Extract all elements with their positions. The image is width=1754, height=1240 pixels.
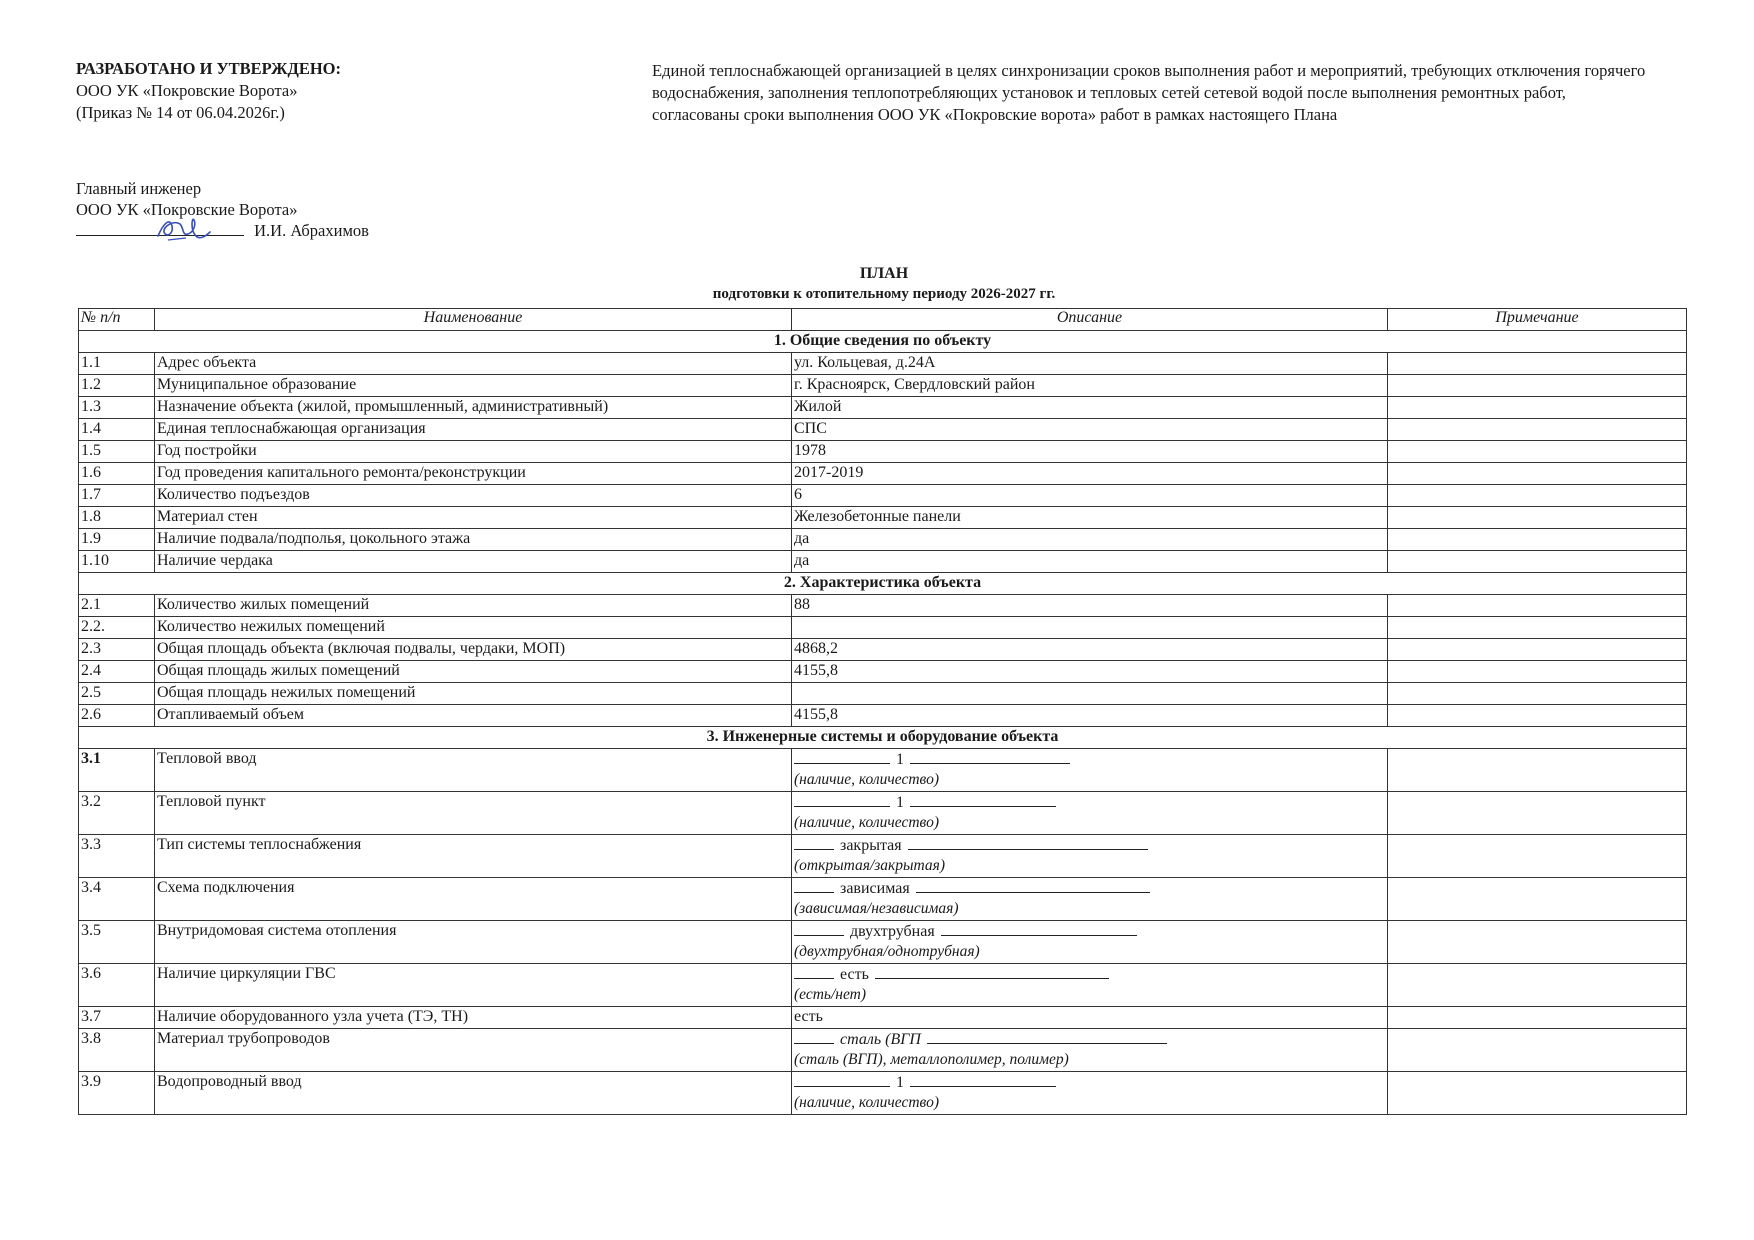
row-description: 4155,8 bbox=[792, 661, 1388, 683]
row-number: 1.3 bbox=[79, 397, 155, 419]
table-row bbox=[79, 441, 1687, 463]
table-header-row bbox=[79, 309, 1687, 331]
row-number: 2.4 bbox=[79, 661, 155, 683]
row-note bbox=[1388, 375, 1687, 397]
field-hint: (наличие, количество) bbox=[794, 814, 939, 831]
row-description bbox=[792, 878, 1388, 921]
row-description bbox=[792, 1072, 1388, 1115]
signer-block bbox=[76, 178, 369, 241]
underline bbox=[916, 879, 1150, 893]
row-number: 3.3 bbox=[79, 835, 155, 878]
underline bbox=[794, 922, 844, 936]
row-number: 3.2 bbox=[79, 792, 155, 835]
table-row bbox=[79, 463, 1687, 485]
row-number: 3.1 bbox=[79, 749, 155, 792]
field-value-line bbox=[794, 1073, 1385, 1094]
underline bbox=[941, 922, 1137, 936]
underline bbox=[794, 965, 834, 979]
row-note bbox=[1388, 792, 1687, 835]
row-description: ул. Кольцевая, д.24А bbox=[792, 353, 1388, 375]
row-description: г. Красноярск, Свердловский район bbox=[792, 375, 1388, 397]
underline bbox=[910, 793, 1056, 807]
field-hint: (наличие, количество) bbox=[794, 771, 939, 788]
section-header bbox=[79, 727, 1687, 749]
row-number: 1.9 bbox=[79, 529, 155, 551]
row-name: Общая площадь нежилых помещений bbox=[155, 683, 792, 705]
row-name: Наличие циркуляции ГВС bbox=[155, 964, 792, 1007]
row-number: 3.4 bbox=[79, 878, 155, 921]
row-description: Железобетонные панели bbox=[792, 507, 1388, 529]
table-row bbox=[79, 921, 1687, 964]
row-name: Водопроводный ввод bbox=[155, 1072, 792, 1115]
row-name: Наличие чердака bbox=[155, 551, 792, 573]
row-description bbox=[792, 749, 1388, 792]
signer-position: Главный инженер bbox=[76, 179, 202, 198]
row-name: Количество нежилых помещений bbox=[155, 617, 792, 639]
row-note bbox=[1388, 507, 1687, 529]
row-description: 4155,8 bbox=[792, 705, 1388, 727]
row-number: 1.8 bbox=[79, 507, 155, 529]
underline bbox=[910, 750, 1070, 764]
underline bbox=[794, 793, 890, 807]
row-name: Тепловой пункт bbox=[155, 792, 792, 835]
field-hint: (зависимая/независимая) bbox=[794, 900, 959, 917]
underline bbox=[794, 879, 834, 893]
row-number: 1.6 bbox=[79, 463, 155, 485]
row-number: 1.10 bbox=[79, 551, 155, 573]
row-number: 2.5 bbox=[79, 683, 155, 705]
row-note bbox=[1388, 878, 1687, 921]
row-note bbox=[1388, 921, 1687, 964]
field-value: зависимая bbox=[840, 880, 910, 897]
row-number: 2.3 bbox=[79, 639, 155, 661]
row-number: 1.2 bbox=[79, 375, 155, 397]
row-name: Материал трубопроводов bbox=[155, 1029, 792, 1072]
signature-line bbox=[76, 220, 369, 241]
row-description: Жилой bbox=[792, 397, 1388, 419]
underline bbox=[927, 1030, 1167, 1044]
table-row bbox=[79, 661, 1687, 683]
row-description: да bbox=[792, 551, 1388, 573]
field-value-line bbox=[794, 922, 1385, 943]
field-value-line bbox=[794, 836, 1385, 857]
field-hint: (двухтрубная/однотрубная) bbox=[794, 943, 980, 960]
underline bbox=[794, 750, 890, 764]
approval-order: (Приказ № 14 от 06.04.2026г.) bbox=[76, 103, 285, 122]
field-value: сталь (ВГП bbox=[840, 1031, 921, 1048]
approval-heading: РАЗРАБОТАНО И УТВЕРЖДЕНО: bbox=[76, 59, 342, 78]
table-row bbox=[79, 878, 1687, 921]
row-note bbox=[1388, 353, 1687, 375]
row-name: Муниципальное образование bbox=[155, 375, 792, 397]
signer-name: И.И. Абрахимов bbox=[254, 221, 369, 240]
row-number: 3.7 bbox=[79, 1007, 155, 1029]
row-number: 1.4 bbox=[79, 419, 155, 441]
row-note bbox=[1388, 1072, 1687, 1115]
row-note bbox=[1388, 551, 1687, 573]
row-note bbox=[1388, 749, 1687, 792]
underline bbox=[794, 1030, 834, 1044]
row-note bbox=[1388, 705, 1687, 727]
field-value: 1 bbox=[896, 794, 904, 811]
row-note bbox=[1388, 397, 1687, 419]
row-description: 4868,2 bbox=[792, 639, 1388, 661]
field-value-line bbox=[794, 1030, 1385, 1051]
row-number: 3.9 bbox=[79, 1072, 155, 1115]
section-header bbox=[79, 573, 1687, 595]
section-title: 1. Общие сведения по объекту bbox=[79, 331, 1687, 353]
header-name: Наименование bbox=[155, 309, 792, 331]
row-name: Общая площадь объекта (включая подвалы, чердаки, МОП) bbox=[155, 639, 792, 661]
table-row bbox=[79, 595, 1687, 617]
approval-block bbox=[76, 58, 341, 124]
row-name: Наличие подвала/подполья, цокольного этажа bbox=[155, 529, 792, 551]
row-note bbox=[1388, 419, 1687, 441]
row-name: Тепловой ввод bbox=[155, 749, 792, 792]
field-value: 1 bbox=[896, 751, 904, 768]
row-name: Год постройки bbox=[155, 441, 792, 463]
row-description: 2017-2019 bbox=[792, 463, 1388, 485]
row-number: 3.5 bbox=[79, 921, 155, 964]
row-note bbox=[1388, 441, 1687, 463]
field-hint: (открытая/закрытая) bbox=[794, 857, 946, 874]
header-desc: Описание bbox=[792, 309, 1388, 331]
row-description: есть bbox=[792, 1007, 1388, 1029]
plan-table bbox=[78, 308, 1687, 1115]
row-description bbox=[792, 1029, 1388, 1072]
underline bbox=[794, 836, 834, 850]
table-row bbox=[79, 485, 1687, 507]
header-num: № п/п bbox=[79, 309, 155, 331]
table-row bbox=[79, 1072, 1687, 1115]
row-number: 2.1 bbox=[79, 595, 155, 617]
underline bbox=[794, 1073, 890, 1087]
row-name: Общая площадь жилых помещений bbox=[155, 661, 792, 683]
field-hint: (наличие, количество) bbox=[794, 1094, 939, 1111]
field-value: 1 bbox=[896, 1074, 904, 1091]
row-name: Отапливаемый объем bbox=[155, 705, 792, 727]
row-description bbox=[792, 683, 1388, 705]
row-name: Адрес объекта bbox=[155, 353, 792, 375]
table-row bbox=[79, 1029, 1687, 1072]
row-note bbox=[1388, 1029, 1687, 1072]
plan-table-body bbox=[79, 331, 1687, 1115]
row-number: 1.7 bbox=[79, 485, 155, 507]
table-row bbox=[79, 792, 1687, 835]
signature-mark bbox=[154, 214, 214, 244]
row-name: Материал стен bbox=[155, 507, 792, 529]
agreement-text: Единой теплоснабжающей организацией в целях синхронизации сроков выполнения работ и мероприятий, требующих отключения горячего водоснабжения, заполнения теплопотребляющих установок и тепловых сетей сетевой водой после выполнения ремонтных работ, согласованы сроки выполнения ООО УК «Покровские ворота» работ в рамках настоящего Плана bbox=[652, 61, 1646, 124]
row-description: 1978 bbox=[792, 441, 1388, 463]
row-name: Количество жилых помещений bbox=[155, 595, 792, 617]
field-hint: (есть/нет) bbox=[794, 986, 866, 1003]
table-row bbox=[79, 617, 1687, 639]
row-name: Единая теплоснабжающая организация bbox=[155, 419, 792, 441]
plan-title: ПЛАН bbox=[859, 265, 909, 282]
row-name: Тип системы теплоснабжения bbox=[155, 835, 792, 878]
table-row bbox=[79, 551, 1687, 573]
table-row bbox=[79, 639, 1687, 661]
row-number: 2.2. bbox=[79, 617, 155, 639]
field-value: есть bbox=[840, 966, 869, 983]
field-value-line bbox=[794, 879, 1385, 900]
field-value-line bbox=[794, 750, 1385, 771]
row-description bbox=[792, 964, 1388, 1007]
row-name: Схема подключения bbox=[155, 878, 792, 921]
row-note bbox=[1388, 1007, 1687, 1029]
row-description: да bbox=[792, 529, 1388, 551]
row-name: Наличие оборудованного узла учета (ТЭ, ТН) bbox=[155, 1007, 792, 1029]
table-row bbox=[79, 749, 1687, 792]
field-hint: (сталь (ВГП), металлополимер, полимер) bbox=[794, 1051, 1069, 1068]
approval-org: ООО УК «Покровские Ворота» bbox=[76, 81, 298, 100]
table-row bbox=[79, 964, 1687, 1007]
row-name: Назначение объекта (жилой, промышленный, административный) bbox=[155, 397, 792, 419]
row-description bbox=[792, 792, 1388, 835]
plan-subtitle: подготовки к отопительному периоду 2026-2027 гг. bbox=[712, 286, 1056, 302]
table-row bbox=[79, 529, 1687, 551]
row-note bbox=[1388, 529, 1687, 551]
row-description bbox=[792, 921, 1388, 964]
field-value: закрытая bbox=[840, 837, 902, 854]
section-title: 3. Инженерные системы и оборудование объекта bbox=[79, 727, 1687, 749]
row-description: 6 bbox=[792, 485, 1388, 507]
underline bbox=[875, 965, 1109, 979]
row-note bbox=[1388, 683, 1687, 705]
row-note bbox=[1388, 617, 1687, 639]
row-description bbox=[792, 617, 1388, 639]
table-row bbox=[79, 353, 1687, 375]
signer-org: ООО УК «Покровские Ворота» bbox=[76, 200, 298, 219]
section-header bbox=[79, 331, 1687, 353]
field-value-line bbox=[794, 965, 1385, 986]
field-value-line bbox=[794, 793, 1385, 814]
table-row bbox=[79, 419, 1687, 441]
row-number: 1.5 bbox=[79, 441, 155, 463]
table-row bbox=[79, 683, 1687, 705]
row-number: 3.8 bbox=[79, 1029, 155, 1072]
field-value: двухтрубная bbox=[850, 923, 935, 940]
row-number: 2.6 bbox=[79, 705, 155, 727]
row-number: 1.1 bbox=[79, 353, 155, 375]
row-note bbox=[1388, 661, 1687, 683]
row-note bbox=[1388, 835, 1687, 878]
header-note: Примечание bbox=[1388, 309, 1687, 331]
underline bbox=[908, 836, 1148, 850]
row-number: 3.6 bbox=[79, 964, 155, 1007]
row-note bbox=[1388, 485, 1687, 507]
row-name: Внутридомовая система отопления bbox=[155, 921, 792, 964]
row-name: Количество подъездов bbox=[155, 485, 792, 507]
table-row bbox=[79, 705, 1687, 727]
table-row bbox=[79, 397, 1687, 419]
row-note bbox=[1388, 463, 1687, 485]
row-name: Год проведения капитального ремонта/реконструкции bbox=[155, 463, 792, 485]
table-row bbox=[79, 835, 1687, 878]
row-note bbox=[1388, 595, 1687, 617]
row-description: СПС bbox=[792, 419, 1388, 441]
underline bbox=[910, 1073, 1056, 1087]
table-row bbox=[79, 507, 1687, 529]
section-title: 2. Характеристика объекта bbox=[79, 573, 1687, 595]
row-description: 88 bbox=[792, 595, 1388, 617]
table-row bbox=[79, 375, 1687, 397]
row-description bbox=[792, 835, 1388, 878]
table-row bbox=[79, 1007, 1687, 1029]
row-note bbox=[1388, 964, 1687, 1007]
row-note bbox=[1388, 639, 1687, 661]
